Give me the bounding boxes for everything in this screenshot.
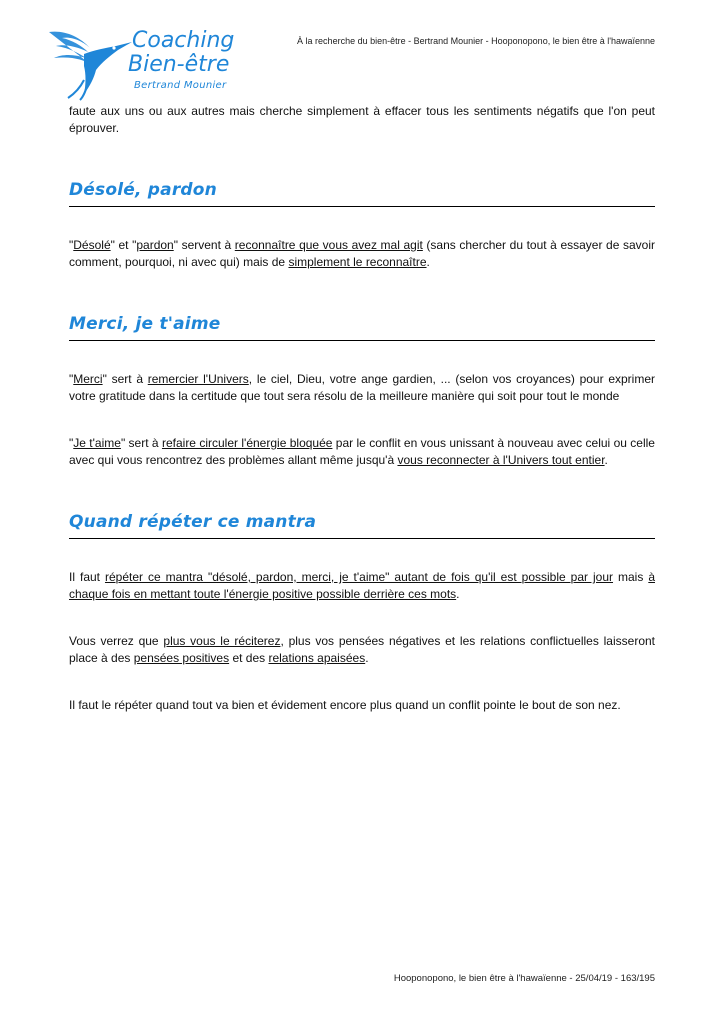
text-run: " [69, 238, 74, 252]
paragraph-merci [69, 371, 655, 405]
underlined-text: répéter ce mantra "désolé, pardon, merci, je t'aime" autant de fois qu'il est possible par jour [104, 570, 614, 584]
coaching-logo [44, 22, 244, 102]
hummingbird-icon [44, 22, 136, 102]
text-run: " [69, 436, 74, 450]
text-run: et des [229, 651, 269, 665]
page-content [69, 103, 655, 714]
text-run: Il faut [69, 570, 105, 584]
section-heading-desole-pardon: Désolé, pardon [69, 180, 655, 207]
text-run: par le conflit en vous unissant à nouveau avec celui ou celle avec qui vous rencontrez des problèmes allant même jusqu'à [69, 436, 655, 467]
underlined-text: refaire circuler l'énergie bloquée [161, 436, 333, 450]
underlined-text: plus vous le réciterez [163, 634, 281, 648]
paragraph-desole-pardon [69, 237, 655, 271]
text-run: " sert à [102, 372, 148, 386]
underlined-text: Je t'aime [73, 436, 121, 450]
underlined-text: Désolé [73, 238, 111, 252]
text-run: . [456, 587, 460, 601]
underlined-text: relations apaisées [268, 651, 366, 665]
running-header: À la recherche du bien-être - Bertrand Mounier - Hooponopono, le bien être à l'hawaïenne [297, 36, 655, 46]
underlined-text: Merci [73, 372, 103, 386]
text-run: , plus vos pensées négatives et les relations conflictuelles laisseront place à des [69, 634, 655, 665]
page-footer: Hooponopono, le bien être à l'hawaïenne - 25/04/19 - 163/195 [393, 973, 655, 984]
paragraph-repeter-mantra [69, 569, 655, 603]
paragraph-repeter-quand: Il faut le répéter quand tout va bien et évidement encore plus quand un conflit pointe le bout de son nez. [69, 698, 621, 712]
paragraph-reciterez [69, 633, 655, 667]
text-run: , le ciel, Dieu, votre ange gardien, ... (selon vos croyances) pour exprimer votre gratitude dans la certitude que tout sera résolu de la meilleure manière qui soit pour tout le monde [69, 372, 655, 403]
text-run: mais [613, 570, 649, 584]
underlined-text: reconnaître que vous avez mal agit [234, 238, 423, 252]
logo-text-coaching: Coaching [132, 28, 235, 53]
logo-author: Bertrand Mounier [134, 80, 227, 91]
text-run: . [365, 651, 369, 665]
text-run: " sert à [120, 436, 162, 450]
intro-paragraph: faute aux uns ou aux autres mais cherche simplement à effacer tous les sentiments négatifs que l'on peut éprouver. [69, 104, 655, 135]
text-run: . [426, 255, 430, 269]
paragraph-je-taime [69, 435, 655, 469]
underlined-text: simplement le reconnaître [288, 255, 427, 269]
text-run: Vous verrez que [69, 634, 164, 648]
underlined-text: pensées positives [133, 651, 230, 665]
text-run: (sans chercher du tout à essayer de savoir comment, pourquoi, ni avec qui) mais de [69, 238, 656, 269]
underlined-text: remercier l'Univers [147, 372, 249, 386]
underlined-text: pardon [136, 238, 174, 252]
text-run: " et " [110, 238, 137, 252]
logo-text-bien-etre: Bien-être [128, 52, 230, 77]
underlined-text: à chaque fois en mettant toute l'énergie positive possible derrière ces mots [69, 570, 655, 601]
text-run: " servent à [173, 238, 235, 252]
underlined-text: vous reconnecter à l'Univers tout entier [397, 453, 605, 467]
text-run: " [69, 372, 74, 386]
text-run: . [604, 453, 608, 467]
section-heading-merci-je-taime: Merci, je t'aime [69, 314, 655, 341]
section-heading-quand-repeter: Quand répéter ce mantra [69, 512, 655, 539]
